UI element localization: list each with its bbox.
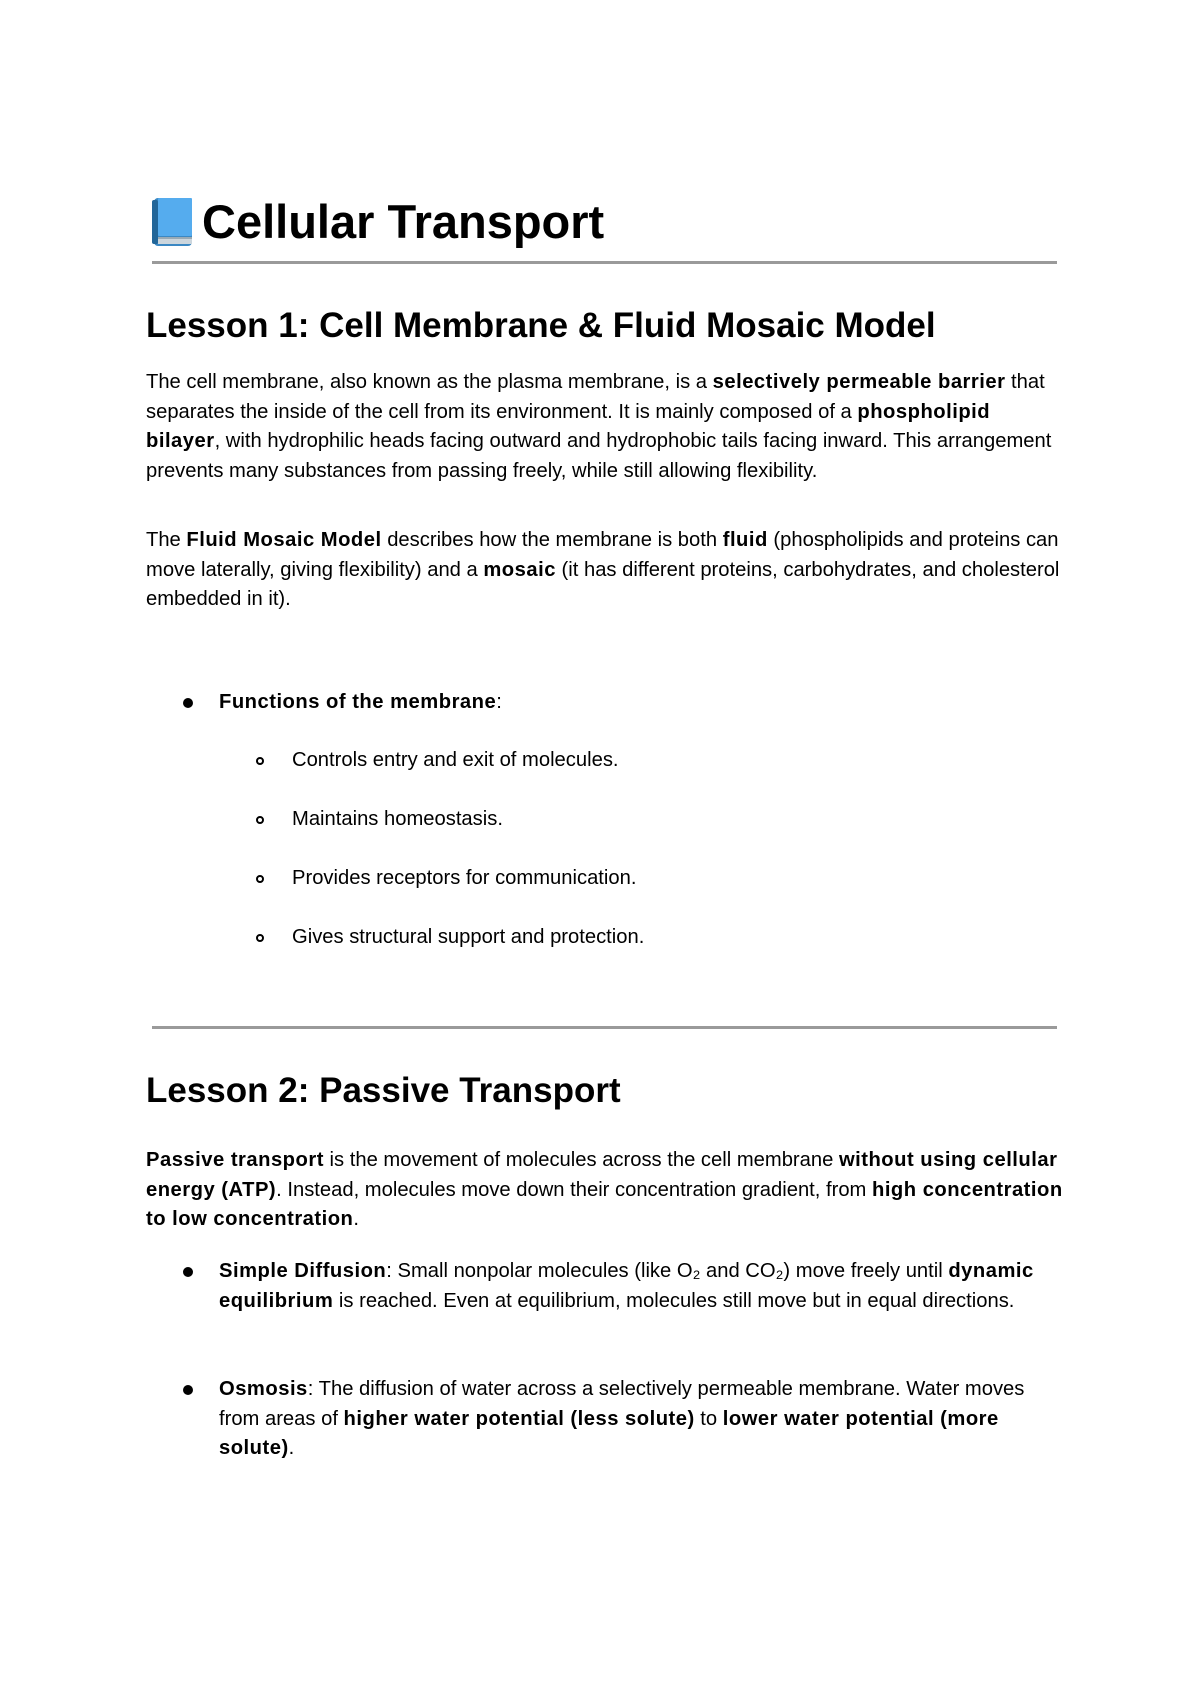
bullet-dot-icon xyxy=(183,698,193,708)
list-item: Controls entry and exit of molecules. xyxy=(292,749,619,771)
lesson-1-paragraph-1: The cell membrane, also known as the plasma membrane, is a selectively permeable barrier that separates the inside of the cell from its environment. It is mainly composed of a phospholipid bilayer, with hydrophilic heads facing outward and hydrophobic tails facing inward. This arrangement prevents many substances from passing freely, while still allowing flexibility. xyxy=(146,371,1052,482)
list-item: Gives structural support and protection. xyxy=(292,926,645,948)
bullet-dot-icon xyxy=(183,1267,193,1277)
functions-list-label: Functions of the membrane: xyxy=(219,691,502,713)
simple-diffusion-item: Simple Diffusion: Small nonpolar molecules (like O₂ and CO₂) move freely until dynamic equilibrium is reached. Even at equilibrium, molecules still move but in equal directions. xyxy=(219,1260,1034,1312)
lesson-1-heading: Lesson 1: Cell Membrane & Fluid Mosaic Model xyxy=(146,306,936,345)
sub-bullet-circle-icon xyxy=(256,934,264,942)
document-title-row xyxy=(148,192,604,252)
section-divider xyxy=(152,261,1057,264)
osmosis-item: Osmosis: The diffusion of water across a selectively permeable membrane. Water moves from areas of higher water potential (less solute) to lower water potential (more solute). xyxy=(219,1378,1025,1459)
sub-bullet-circle-icon xyxy=(256,757,264,765)
bullet-dot-icon xyxy=(183,1385,193,1395)
lesson-1-paragraph-2: The Fluid Mosaic Model describes how the membrane is both fluid (phospholipids and proteins can move laterally, giving flexibility) and a mosaic (it has different proteins, carbohydrates, and cholesterol embedded in it). xyxy=(146,529,1060,610)
lesson-2-paragraph-1: Passive transport is the movement of molecules across the cell membrane without using cellular energy (ATP). Instead, molecules move down their concentration gradient, from high concentration to low concentration. xyxy=(146,1149,1063,1230)
section-divider xyxy=(152,1026,1057,1029)
blue-book-icon xyxy=(148,196,196,248)
document-title: Cellular Transport xyxy=(202,195,605,248)
sub-bullet-circle-icon xyxy=(256,816,264,824)
list-item: Maintains homeostasis. xyxy=(292,808,503,830)
sub-bullet-circle-icon xyxy=(256,875,264,883)
list-item: Provides receptors for communication. xyxy=(292,867,637,889)
lesson-2-heading: Lesson 2: Passive Transport xyxy=(146,1071,621,1110)
